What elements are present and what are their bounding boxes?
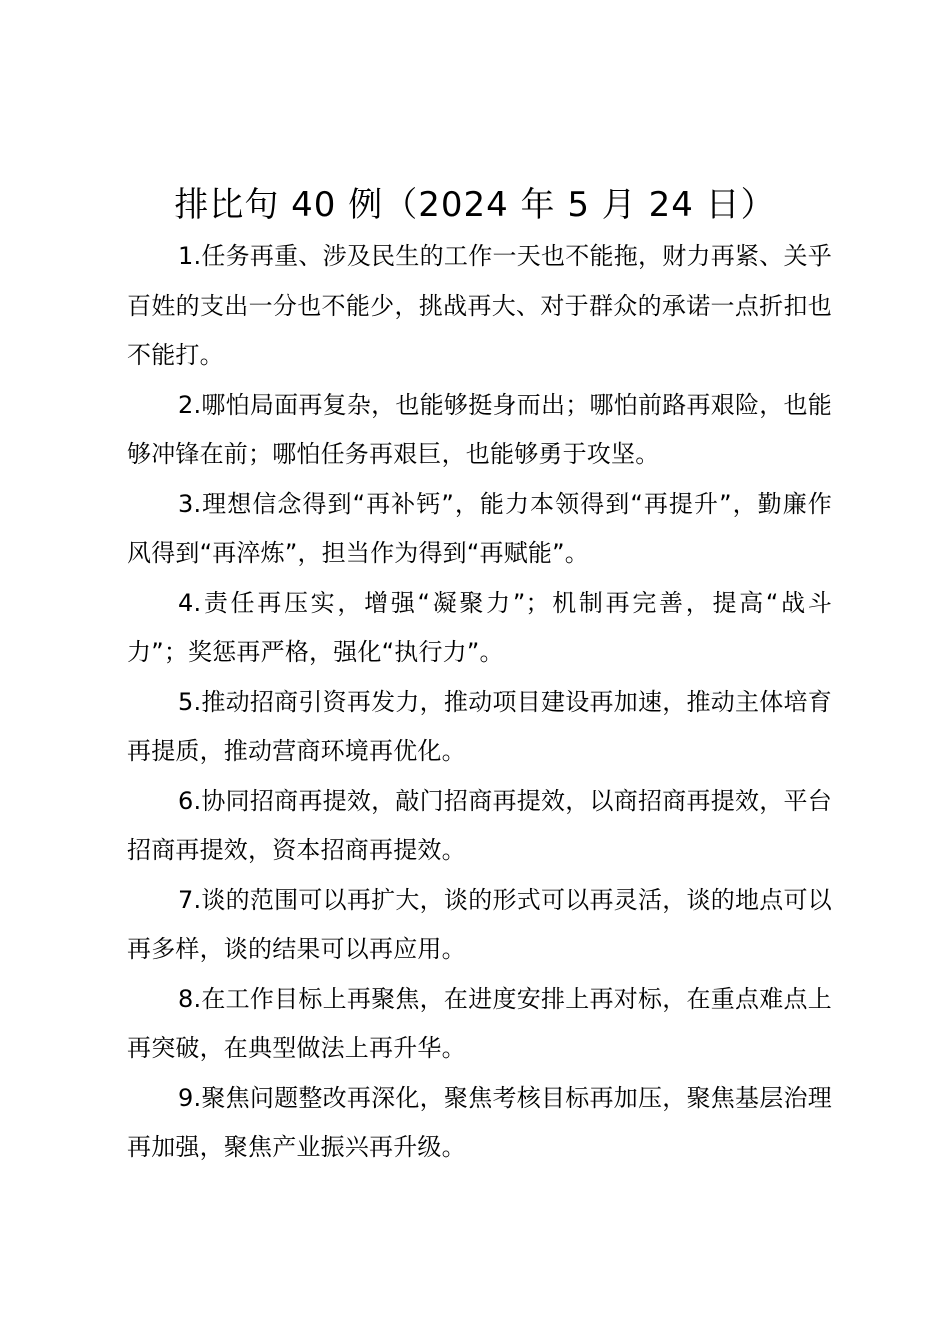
paragraph-6: 6.协同招商再提效，敲门招商再提效，以商招商再提效，平台招商再提效，资本招商再提效。 bbox=[127, 786, 832, 864]
paragraph-4: 4.责任再压实，增强“凝聚力”；机制再完善，提高“战斗力”；奖惩再严格，强化“执行力”。 bbox=[127, 588, 832, 666]
paragraph-1: 1.任务再重、涉及民生的工作一天也不能拖，财力再紧、关乎百姓的支出一分也不能少，挑战再大、对于群众的承诺一点折扣也不能打。 bbox=[127, 242, 832, 369]
paragraph-3: 3.理想信念得到“再补钙”，能力本领得到“再提升”，勤廉作风得到“再淬炼”，担当作为得到“再赋能”。 bbox=[127, 489, 832, 567]
paragraph-7: 7.谈的范围可以再扩大，谈的形式可以再灵活，谈的地点可以再多样，谈的结果可以再应用。 bbox=[127, 885, 832, 963]
document-body bbox=[127, 232, 832, 1173]
paragraph-8: 8.在工作目标上再聚焦，在进度安排上再对标，在重点难点上再突破，在典型做法上再升华。 bbox=[127, 984, 832, 1062]
paragraph-9: 9.聚焦问题整改再深化，聚焦考核目标再加压，聚焦基层治理再加强，聚焦产业振兴再升级。 bbox=[127, 1083, 832, 1161]
paragraph-2: 2.哪怕局面再复杂，也能够挺身而出；哪怕前路再艰险，也能够冲锋在前；哪怕任务再艰巨，也能够勇于攻坚。 bbox=[127, 390, 832, 468]
document-title: 排比句 40 例（2024 年 5 月 24 日） bbox=[174, 185, 776, 225]
paragraph-5: 5.推动招商引资再发力，推动项目建设再加速，推动主体培育再提质，推动营商环境再优化。 bbox=[127, 687, 832, 765]
